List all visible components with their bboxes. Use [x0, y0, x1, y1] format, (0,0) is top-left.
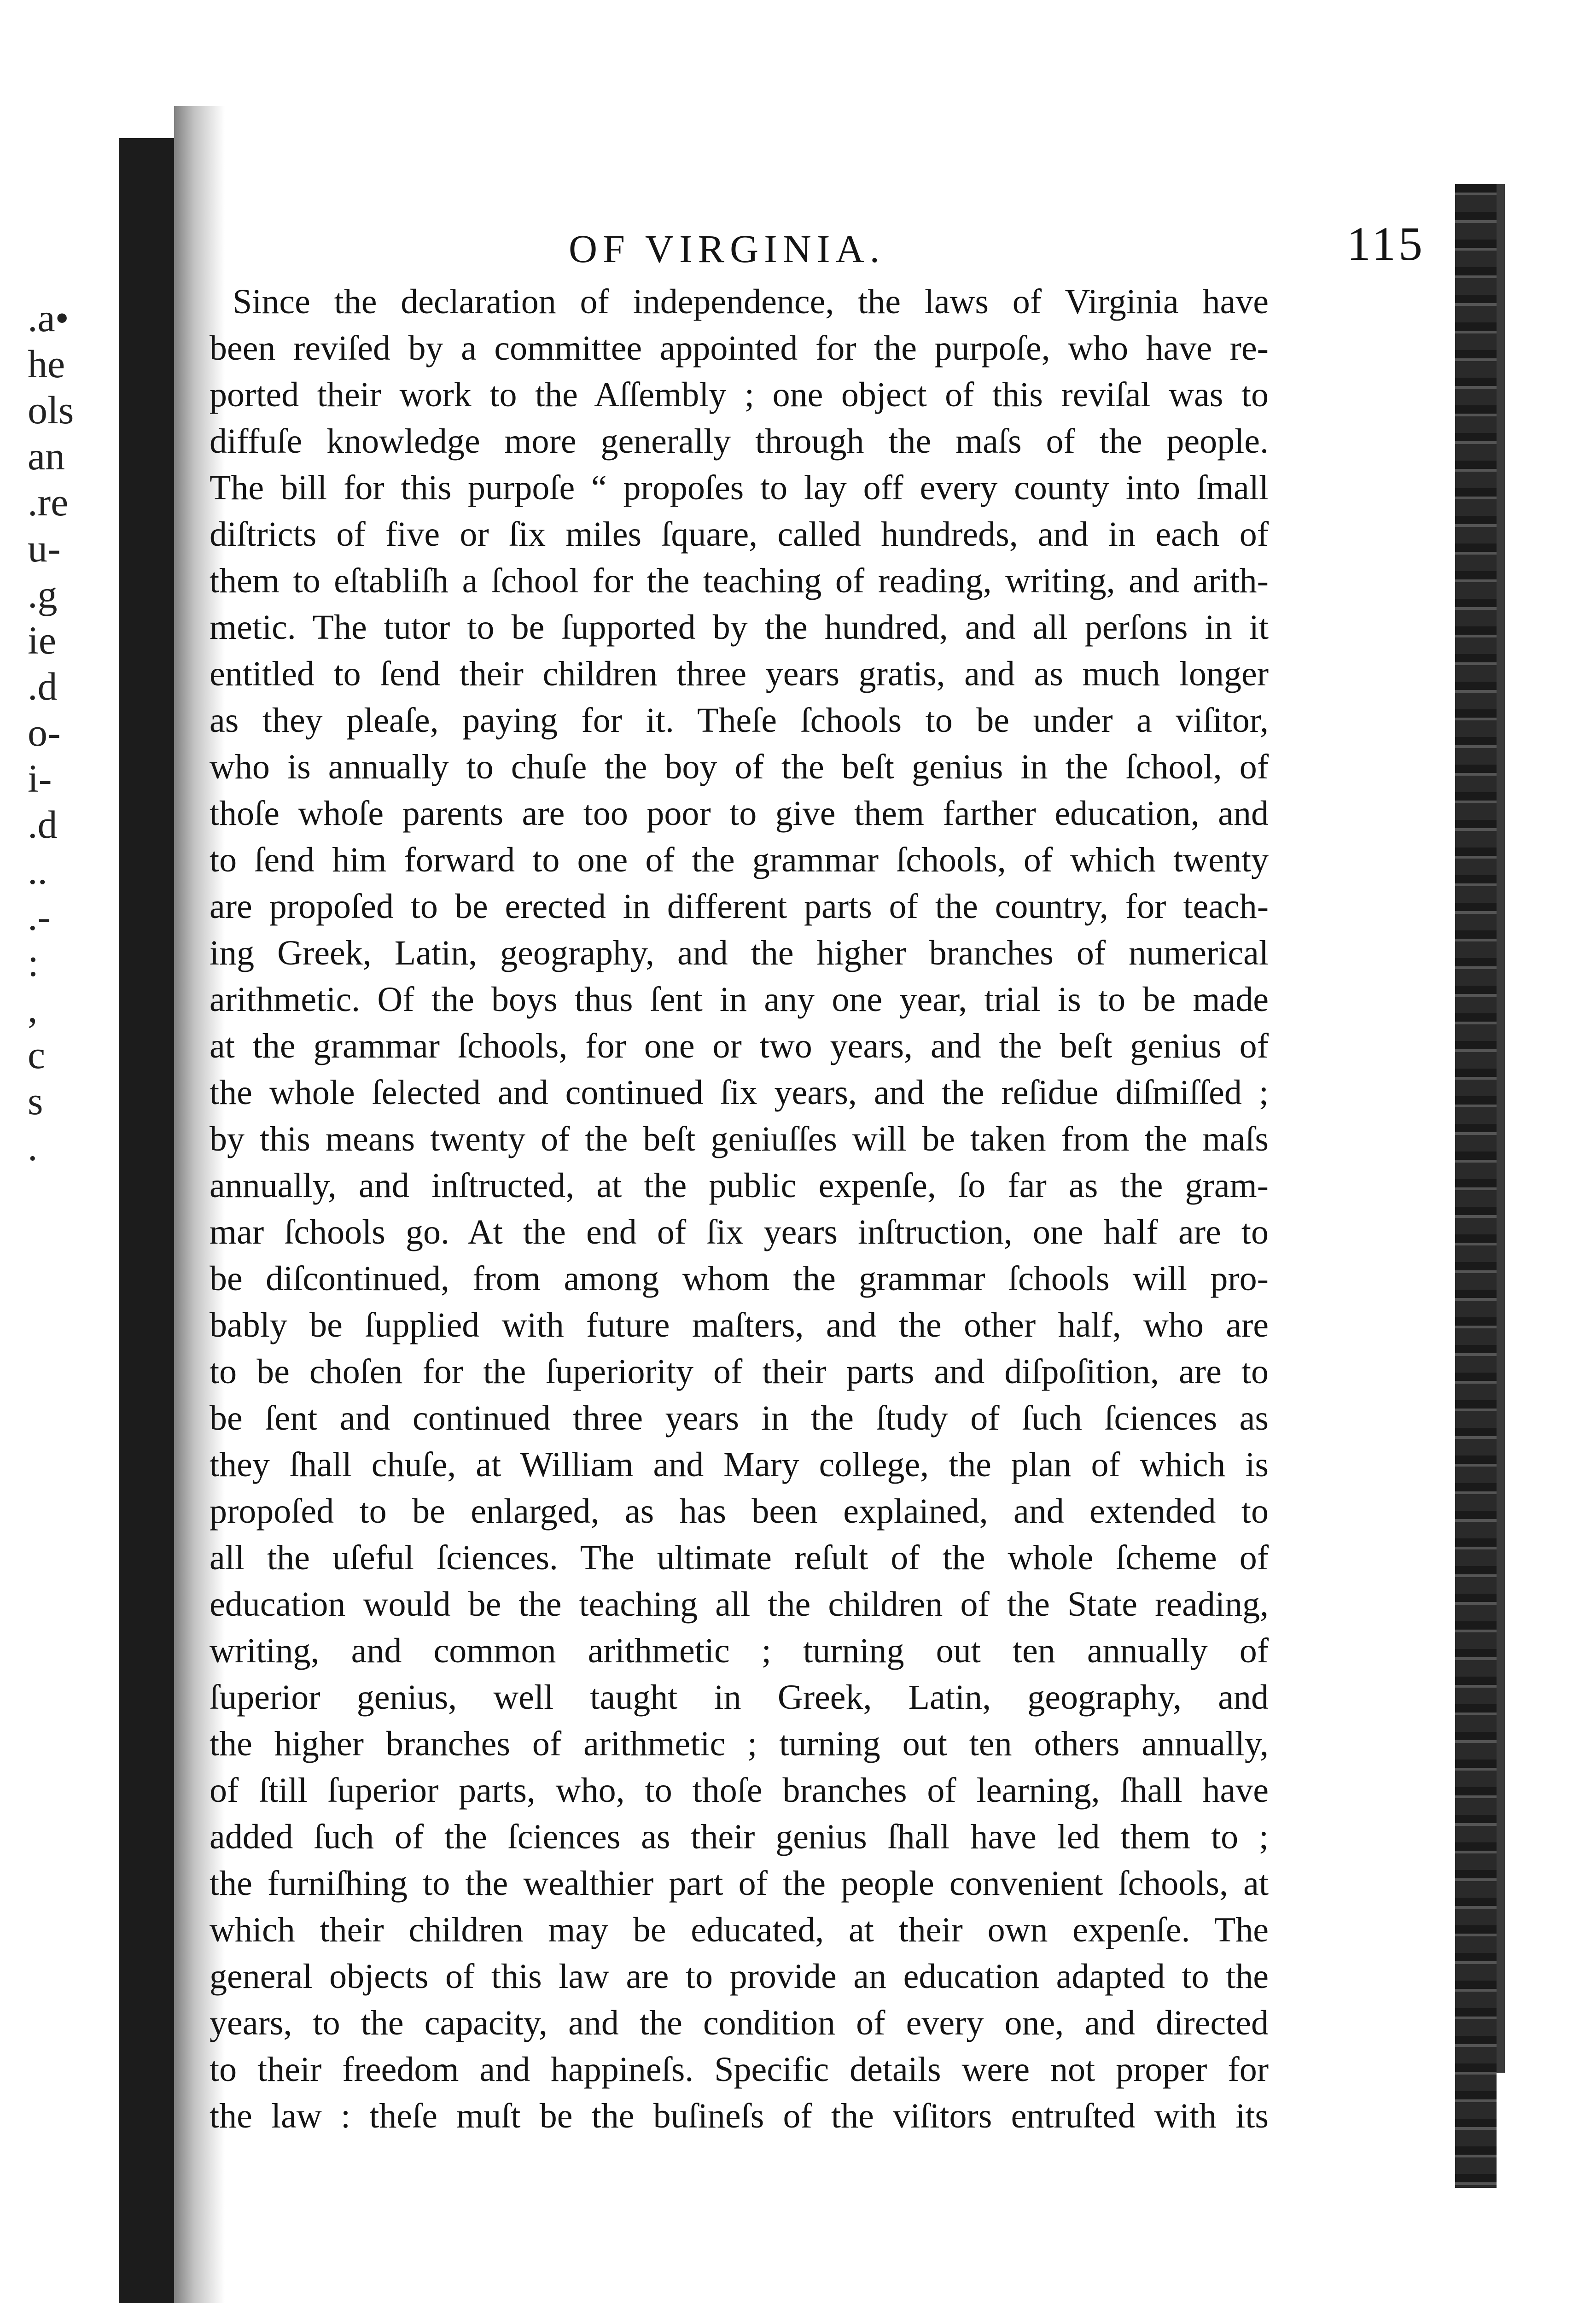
text-line: the higher branches of arithmetic ; turning out ten others annually,: [210, 1724, 1269, 1763]
text-line: arithmetic. Of the boys thus ſent in any one year, trial is to be made: [210, 980, 1269, 1019]
book-binding-shadow: [119, 138, 174, 2303]
margin-fragment: ie: [28, 618, 57, 662]
margin-fragment: ..: [28, 848, 47, 893]
text-line: metic. The tutor to be ſupported by the hundred, and all perſons in it: [210, 608, 1269, 647]
text-line: ing Greek, Latin, geography, and the higher branches of numerical: [210, 934, 1269, 972]
text-line: education would be the teaching all the children of the State reading,: [210, 1585, 1269, 1624]
text-line: bably be ſupplied with future maſters, and the other half, who are: [210, 1306, 1269, 1344]
margin-fragment: c: [28, 1033, 46, 1077]
text-line: Since the declaration of independence, the laws of Virginia have: [233, 282, 1269, 321]
text-line: years, to the capacity, and the condition of every one, and directed: [210, 2004, 1269, 2042]
text-line: them to eſtabliſh a ſchool for the teaching of reading, writing, and arith-: [210, 561, 1269, 600]
text-line: to be choſen for the ſuperiority of their parts and diſpoſition, are to: [210, 1352, 1269, 1391]
margin-fragment: :: [28, 941, 39, 985]
margin-fragment: ols: [28, 388, 74, 432]
margin-fragment: o-: [28, 710, 61, 754]
margin-fragment: .-: [28, 894, 51, 939]
right-page-edge: [1455, 184, 1497, 2188]
margin-fragment: an: [28, 434, 65, 478]
text-line: they ſhall chuſe, at William and Mary college, the plan of which is: [210, 1445, 1269, 1484]
text-line: diffuſe knowledge more generally through the maſs of the people.: [210, 422, 1269, 461]
text-line: be ſent and continued three years in the ſtudy of ſuch ſciences as: [210, 1399, 1269, 1438]
margin-fragment: .: [28, 1125, 38, 1169]
text-line: the whole ſelected and continued ſix years, and the reſidue diſmiſſed ;: [210, 1073, 1269, 1112]
margin-fragment: .d: [28, 802, 58, 847]
text-line: the furniſhing to the wealthier part of the people convenient ſchools, at: [210, 1864, 1269, 1903]
text-line: as they pleaſe, paying for it. Theſe ſchools to be under a viſitor,: [210, 701, 1269, 740]
text-line: annually, and inſtructed, at the public expenſe, ſo far as the gram-: [210, 1166, 1269, 1205]
text-line: to ſend him forward to one of the grammar ſchools, of which twenty: [210, 841, 1269, 879]
text-line: the law : theſe muſt be the buſineſs of the viſitors entruſted with its: [210, 2097, 1269, 2135]
page-header: [210, 216, 1444, 276]
running-title: OF VIRGINIA.: [569, 227, 885, 271]
margin-fragment: i-: [28, 756, 52, 801]
text-line: ſuperior genius, well taught in Greek, Latin, geography, and: [210, 1678, 1269, 1717]
text-line: The bill for this purpoſe “ propoſes to lay off every county into ſmall: [210, 468, 1269, 507]
text-line: general objects of this law are to provide an education adapted to the: [210, 1957, 1269, 1996]
margin-fragment: s: [28, 1079, 43, 1123]
text-line: which their children may be educated, at their own expenſe. The: [210, 1911, 1269, 1949]
text-line: at the grammar ſchools, for one or two years, and the beſt genius of: [210, 1027, 1269, 1065]
text-line: who is annually to chuſe the boy of the beſt genius in the ſchool, of: [210, 748, 1269, 786]
text-line: are propoſed to be erected in different parts of the country, for teach-: [210, 887, 1269, 926]
text-line: been reviſed by a committee appointed for the purpoſe, who have re-: [210, 329, 1269, 368]
text-line: entitled to ſend their children three years gratis, and as much longer: [210, 655, 1269, 693]
text-line: by this means twenty of the beſt geniuſſes will be taken from the maſs: [210, 1120, 1269, 1158]
previous-page-margin-fragments: [28, 295, 115, 1170]
margin-fragment: .g: [28, 572, 58, 616]
page-number: 115: [1346, 217, 1425, 270]
text-line: of ſtill ſuperior parts, who, to thoſe branches of learning, ſhall have: [210, 1771, 1269, 1810]
text-line: ported their work to the Aſſembly ; one object of this reviſal was to: [210, 375, 1269, 414]
text-line: writing, and common arithmetic ; turning out ten annually of: [210, 1631, 1269, 1670]
text-line: be diſcontinued, from among whom the grammar ſchools will pro-: [210, 1259, 1269, 1298]
text-line: all the uſeful ſciences. The ultimate reſult of the whole ſcheme of: [210, 1538, 1269, 1577]
text-line: mar ſchools go. At the end of ſix years inſtruction, one half are to: [210, 1213, 1269, 1251]
text-line: diſtricts of five or ſix miles ſquare, called hundreds, and in each of: [210, 515, 1269, 554]
margin-fragment: he: [28, 342, 65, 386]
text-line: to their freedom and happineſs. Specific details were not proper for: [210, 2050, 1269, 2089]
text-line: added ſuch of the ſciences as their genius ſhall have led them to ;: [210, 1818, 1269, 1856]
text-line: propoſed to be enlarged, as has been explained, and extended to: [210, 1492, 1269, 1531]
right-page-edge-inner: [1497, 184, 1505, 2073]
body-text: [210, 279, 1269, 2139]
margin-fragment: ,: [28, 987, 38, 1031]
margin-fragment: .d: [28, 664, 58, 708]
margin-fragment: .re: [28, 480, 69, 524]
margin-fragment: .a•: [28, 296, 69, 340]
text-line: thoſe whoſe parents are too poor to give them farther education, and: [210, 794, 1269, 833]
margin-fragment: u-: [28, 526, 61, 570]
